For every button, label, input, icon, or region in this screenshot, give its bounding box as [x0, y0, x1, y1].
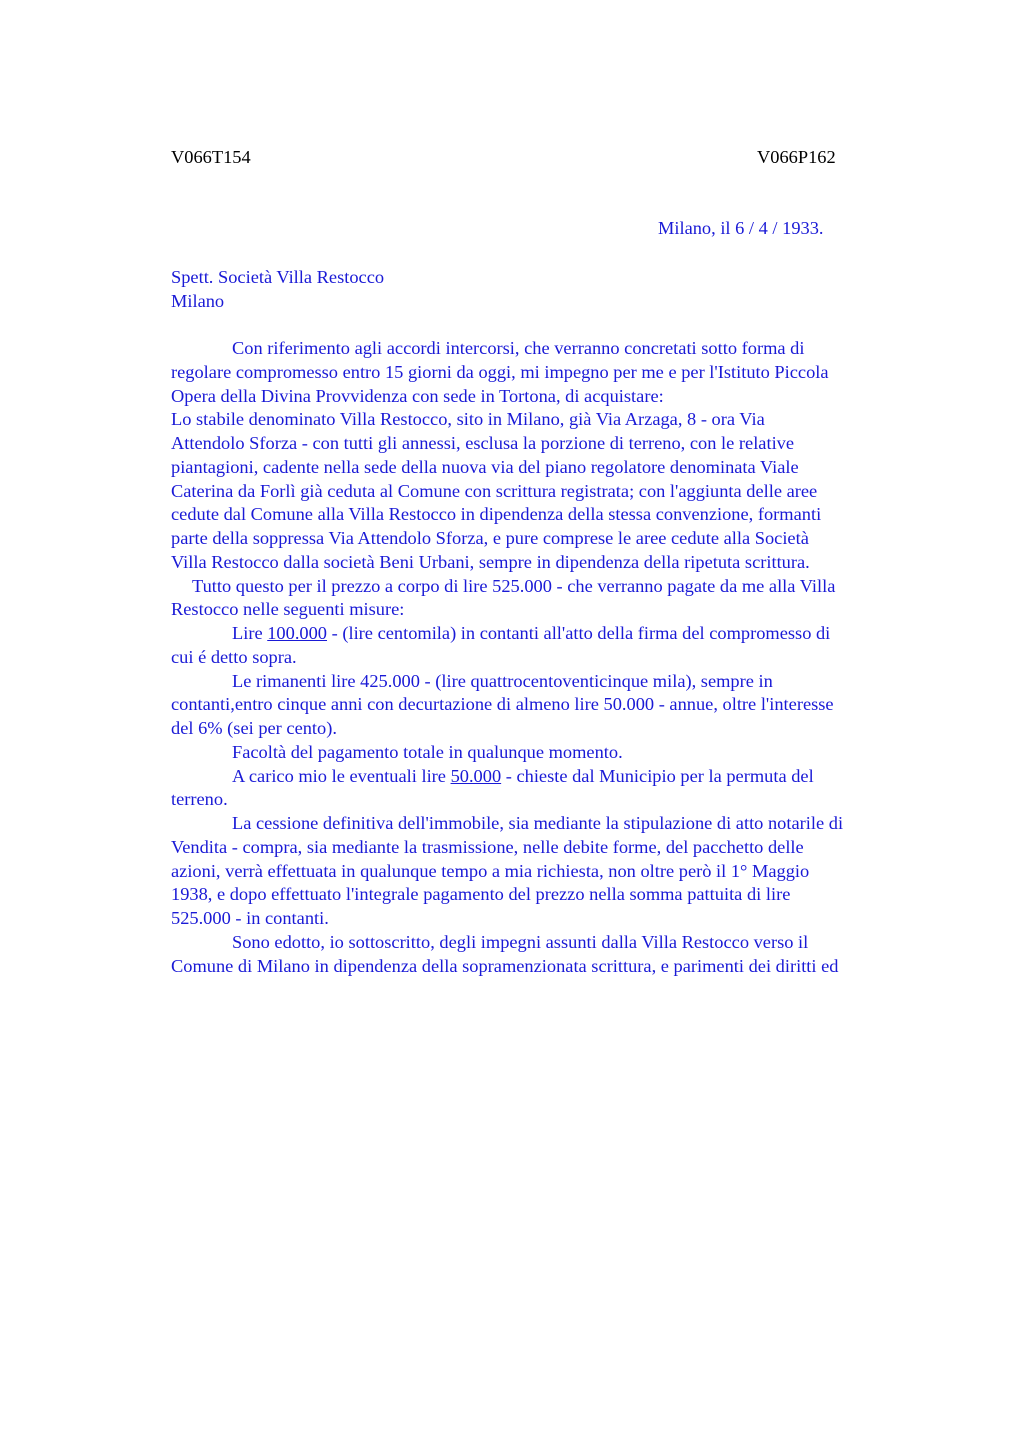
body-line [232, 764, 814, 788]
body-line: regolare compromesso entro 15 giorni da oggi, mi impegno per me e per l'Istituto Piccola [171, 362, 829, 382]
body-line: terreno. [171, 789, 228, 809]
body-line: cui é detto sopra. [171, 647, 297, 667]
body-line: Restocco nelle seguenti misure: [171, 599, 405, 619]
body-line: Opera della Divina Provvidenza con sede in Tortona, di acquistare: [171, 386, 664, 406]
body-text: Lire [232, 623, 268, 643]
body-line: 525.000 - in contanti. [171, 908, 329, 928]
body-line: Facoltà del pagamento totale in qualunque momento. [232, 742, 623, 762]
underlined-amount: 100.000 [267, 623, 328, 643]
recipient-line: Spett. Società Villa Restocco [171, 267, 385, 287]
body-line: Le rimanenti lire 425.000 - (lire quattrocentoventicinque mila), sempre in [232, 671, 773, 691]
body-line: Villa Restocco dalla società Beni Urbani, sempre in dipendenza della ripetuta scrittura. [171, 552, 810, 572]
body-line: azioni, verrà effettuata in qualunque tempo a mia richiesta, non oltre però il 1° Maggio [171, 861, 810, 881]
body-line: Attendolo Sforza - con tutti gli annessi, esclusa la porzione di terreno, con le relative [171, 433, 795, 453]
body-line: cedute dal Comune alla Villa Restocco in dipendenza della stessa convenzione, formanti [171, 504, 822, 524]
body-line: 1938, e dopo effettuato l'integrale pagamento del prezzo nella somma pattuita di lire [171, 884, 791, 904]
body-line: parte della soppressa Via Attendolo Sforza, e pure comprese le aree cedute alla Società [171, 528, 809, 548]
body-line: del 6% (sei per cento). [171, 718, 337, 738]
document-code-right: V066P162 [757, 147, 836, 167]
document-code-left: V066T154 [171, 147, 251, 167]
body-line: Con riferimento agli accordi intercorsi, che verranno concretati sotto forma di [232, 338, 805, 358]
body-line: piantagioni, cadente nella sede della nuova via del piano regolatore denominata Viale [171, 457, 799, 477]
body-line: Caterina da Forlì già ceduta al Comune con scrittura registrata; con l'aggiunta delle aree [171, 481, 818, 501]
body-text: A carico mio le eventuali lire [232, 766, 451, 786]
body-line: Vendita - compra, sia mediante la trasmissione, nelle debite forme, del pacchetto delle [171, 837, 804, 857]
body-line: La cessione definitiva dell'immobile, sia mediante la stipulazione di atto notarile di [232, 813, 844, 833]
underlined-amount: 50.000 [450, 766, 502, 786]
letter-date: Milano, il 6 / 4 / 1933. [658, 218, 824, 238]
body-line [232, 621, 830, 645]
body-line: Tutto questo per il prezzo a corpo di lire 525.000 - che verranno pagate da me alla Villa [192, 576, 836, 596]
recipient-city: Milano [171, 291, 225, 311]
body-line: Comune di Milano in dipendenza della sopramenzionata scrittura, e parimenti dei diritti ed [171, 956, 839, 976]
body-text: - (lire centomila) in contanti all'atto della firma del compromesso di [327, 623, 831, 643]
body-line: Lo stabile denominato Villa Restocco, sito in Milano, già Via Arzaga, 8 - ora Via [171, 409, 765, 429]
body-line: contanti,entro cinque anni con decurtazione di almeno lire 50.000 - annue, oltre l'interesse [171, 694, 834, 714]
body-line: Sono edotto, io sottoscritto, degli impegni assunti dalla Villa Restocco verso il [232, 932, 809, 952]
body-text: - chieste dal Municipio per la permuta del [501, 766, 814, 786]
